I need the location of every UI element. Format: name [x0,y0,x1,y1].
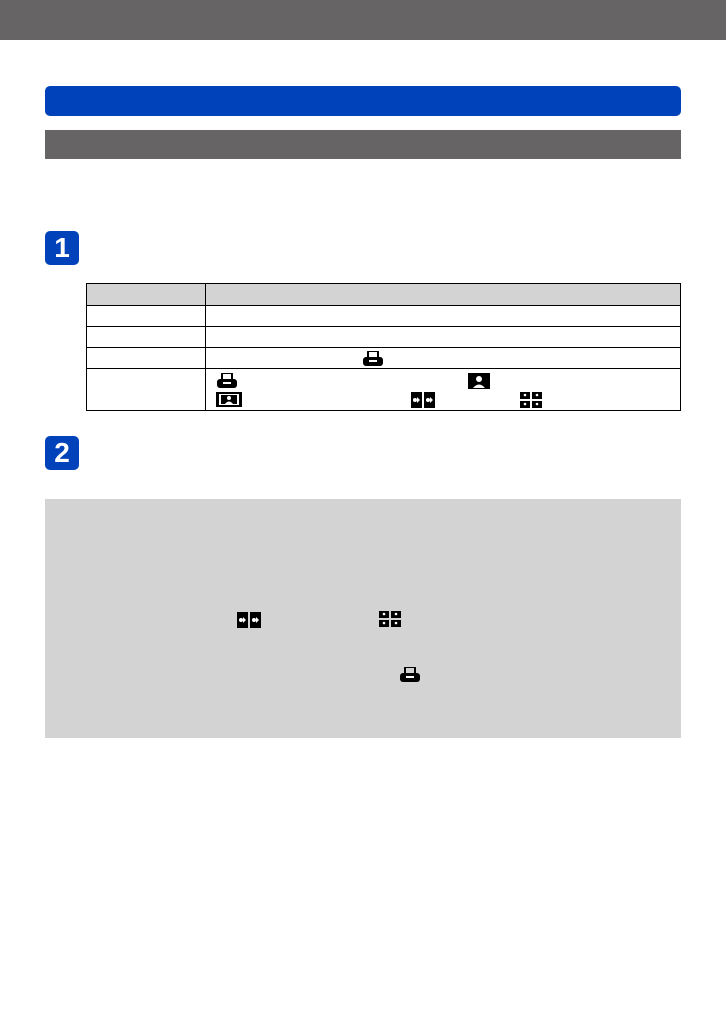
table-row [87,369,681,411]
table-cell [87,369,206,411]
printer-icon [399,667,421,683]
table-header-cell [206,284,681,306]
table-cell [87,348,206,369]
section-title-bar [45,86,681,116]
table-row [87,306,681,327]
table-cell [206,348,681,369]
subsection-title-bar [45,130,681,159]
two-up-layout-icon [237,612,261,628]
step-2-badge: 2 [45,436,79,470]
table-cell [206,306,681,327]
header-bar [0,0,726,40]
table-cell [87,327,206,348]
printer-icon [216,373,238,389]
table-row [87,348,681,369]
table-cell [206,327,681,348]
settings-table [86,283,681,411]
table-header-row [87,284,681,306]
step-1-badge: 1 [45,231,79,265]
table-header-cell [87,284,206,306]
table-cell [87,306,206,327]
printer-icon [362,351,384,367]
table-cell [206,369,681,411]
portrait-icon [468,373,490,389]
four-up-layout-icon [520,392,542,408]
framed-portrait-icon [216,392,242,407]
two-up-layout-icon [411,392,435,408]
table-row [87,327,681,348]
note-box [45,499,681,738]
four-up-layout-icon [379,611,401,627]
